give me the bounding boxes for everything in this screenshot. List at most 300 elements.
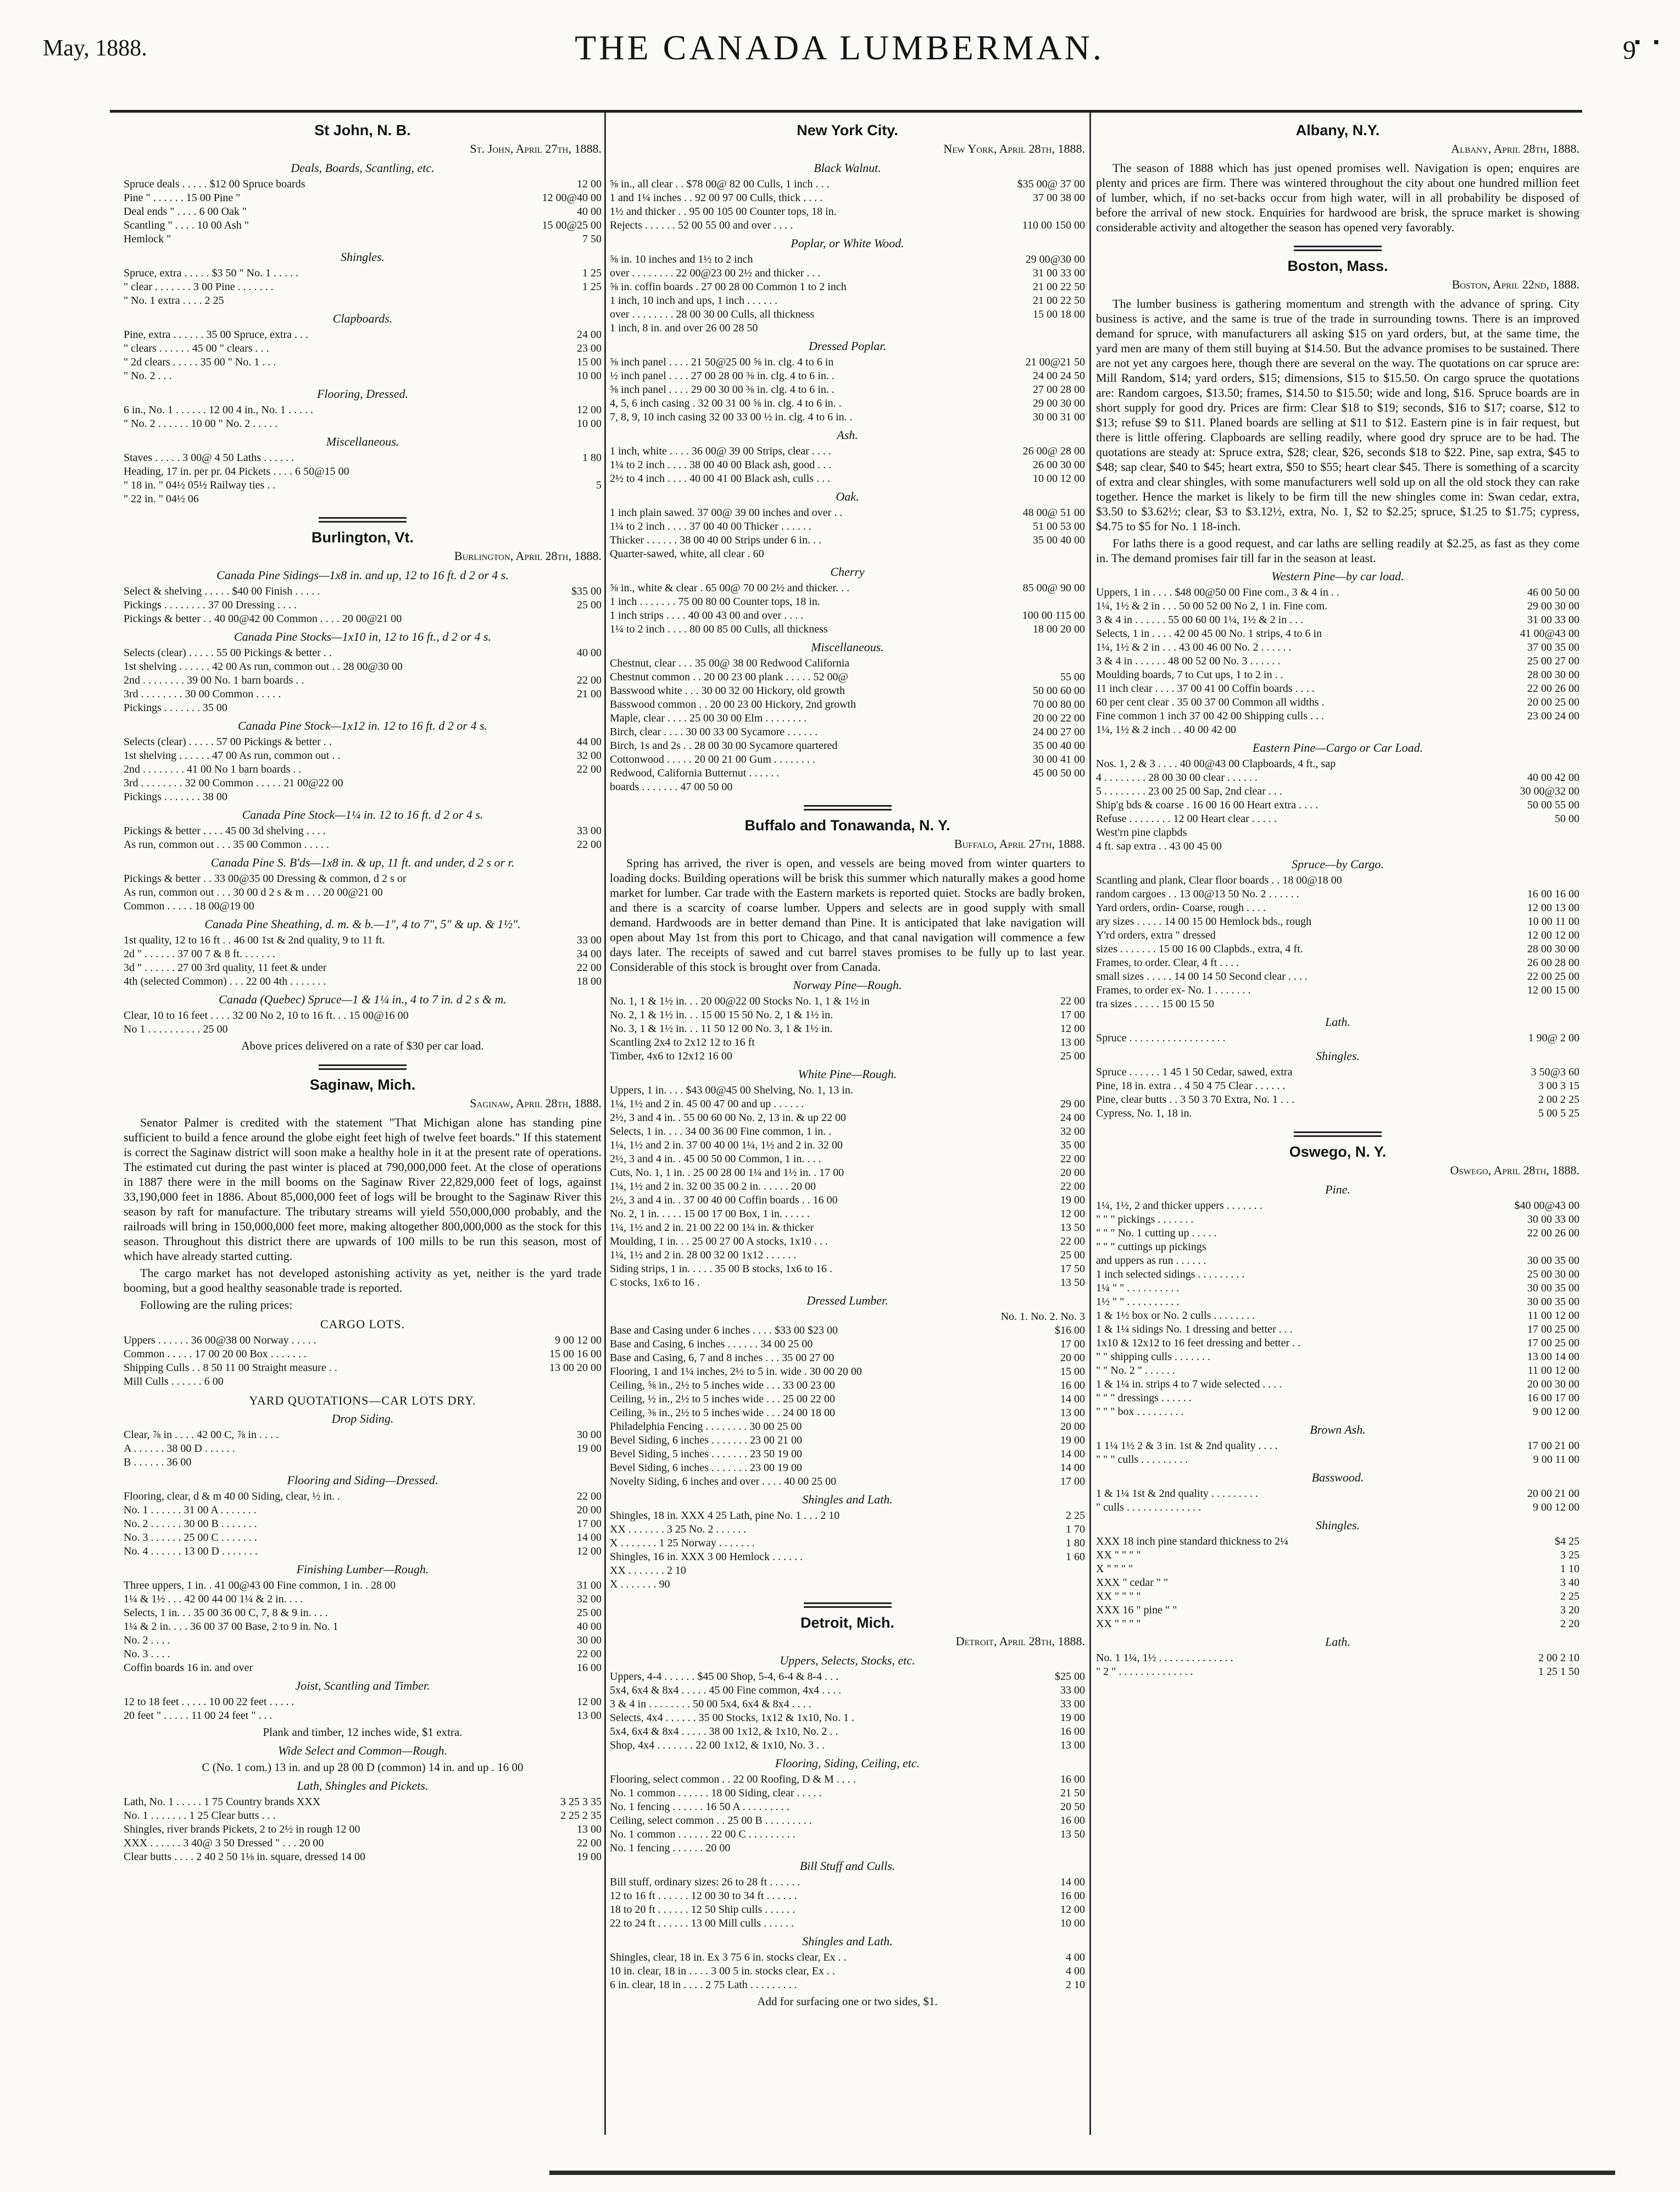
price-row [124,1579,602,1592]
price-item: West'rn pine clapbds [1096,826,1187,839]
price-row [610,1351,1085,1365]
price-table [124,934,602,989]
price-value: 17 00 [1060,1475,1085,1488]
price-item: 1 & 1¼ sidings No. 1 dressing and better . . . [1096,1323,1293,1335]
price-item: X . . . . . . . 1 25 Norway . . . . . . . [610,1537,755,1549]
price-item: Base and Casing, 6 inches . . . . . . 34 00 25 00 [610,1338,813,1350]
price-value: 25 00 [1060,1249,1085,1261]
price-item: Pine, extra . . . . . . 35 00 Spruce, extra . . . [124,329,309,341]
price-item: XXX " cedar " " [1096,1577,1169,1589]
price-value: 1 80 [1066,1537,1085,1549]
price-value: 19 00 [577,1442,602,1455]
price-value: 44 00 [577,736,602,748]
price-value: 10 00 [577,370,602,382]
price-table [124,1795,602,1864]
price-item: Pickings . . . . . . . 35 00 [124,702,227,714]
price-item: Siding strips, 1 in. . . . . 35 00 B stocks, 1x6 to 16 . [610,1263,833,1275]
subheading: White Pine—Rough. [798,1067,897,1081]
price-item: Uppers, 1 in. . . . $43 00@45 00 Shelving, No. 1, 13 in. [610,1084,853,1096]
price-item: Clear, ⅞ in . . . . 42 00 C, ⅞ in . . . . [124,1429,279,1441]
price-value [597,1456,602,1469]
price-value: 12 00 [1060,1904,1085,1916]
price-row [1096,641,1579,654]
price-value: 24 00 [577,329,602,341]
price-table [610,506,1085,561]
price-row [610,1276,1085,1290]
price-row [1096,840,1579,853]
section-separator [804,809,892,811]
price-row [1096,1405,1579,1419]
price-value: $16 00 [1055,1324,1085,1336]
price-item: XXX 18 inch pine standard thickness to 2¼ [1096,1535,1288,1547]
price-item: Birch, clear . . . . 30 00 33 00 Sycamore . . . . . . [610,726,818,738]
price-item: " No. 2 . . . . . . 10 00 " No. 2 . . . . . [124,418,278,430]
price-row [610,1379,1085,1392]
price-row [124,687,602,701]
price-row [610,1875,1085,1889]
price-table [124,824,602,852]
price-value: 41 00@43 00 [1520,628,1579,640]
price-value: 9 00 12 00 [1533,1406,1579,1418]
price-row [1096,771,1579,785]
price-item: Mill Culls . . . . . . 6 00 [124,1375,224,1388]
price-item: No. 1 common . . . . . . 18 00 Siding, clear . . . . . [610,1787,822,1799]
price-row [1096,696,1579,709]
price-value: 25 00 30 00 [1527,1268,1579,1280]
price-row [610,547,1085,561]
price-value [1081,657,1085,670]
price-row [1096,627,1579,641]
price-row [124,975,602,989]
subheading: Miscellaneous. [326,435,399,448]
price-value: 18 00 [577,975,602,987]
price-row [1096,709,1579,723]
price-row [124,1606,602,1620]
note: Plank and timber, 12 inches wide, $1 extra. [263,1725,463,1739]
price-item: Clear butts . . . . 2 40 2 50 1⅛ in. square, dressed 14 00 [124,1851,365,1863]
price-table [124,1334,602,1389]
subheading: Canada Pine Stock—1¼ in. 12 to 16 ft. d 2 or 4 s. [242,808,483,822]
price-row [610,1475,1085,1489]
subheading: Flooring and Siding—Dressed. [287,1473,438,1487]
price-table [610,356,1085,424]
price-value: 19 00 [1060,1434,1085,1446]
subheading: Black Walnut. [814,161,881,175]
price-row [610,253,1085,267]
subheading: Shingles and Lath. [802,1492,893,1506]
price-row [610,739,1085,753]
price-item: 6 in., No. 1 . . . . . . 12 00 4 in., No. 1 . . . . . [124,404,313,416]
price-value [597,294,602,308]
price-item: Nos. 1, 2 & 3 . . . . 40 00@43 00 Clapboards, 4 ft., sap [1096,758,1336,770]
dateline: Detroit, April 28th, 1888. [955,1634,1085,1648]
price-row [124,1428,602,1442]
price-value: 28 00 30 00 [1527,943,1579,955]
price-table [1096,1487,1579,1514]
price-item: No. 2 . . . . . . 30 00 B . . . . . . . [124,1518,257,1530]
price-item: Uppers, 4-4 . . . . . . $45 00 Shop, 5-4, 6-4 & 8-4 . . . [610,1671,839,1683]
price-item: " " " cuttings up pickings [1096,1241,1206,1253]
price-row [1096,1323,1579,1336]
price-row [124,1347,602,1361]
dateline: St. John, April 27th, 1888. [470,142,602,156]
price-table [124,872,602,913]
price-value: 17 00 [1060,1338,1085,1350]
price-item: 3d " . . . . . . 27 00 3rd quality, 11 feet & under [124,962,327,974]
price-item: small sizes . . . . . 14 00 14 50 Second clear . . . . [1096,970,1308,983]
price-value: 16 00 [577,1662,602,1674]
price-row [610,1461,1085,1475]
price-item: Flooring, select common . . 22 00 Roofing, D & M . . . . [610,1773,856,1785]
price-item: As run, common out . . . 30 00 d 2 s & m . . . 20 00@21 00 [124,886,383,898]
price-value [1575,757,1579,771]
price-item: Selects, 1 in. . . . 34 00 36 00 Fine common, 1 in. . [610,1125,832,1137]
price-table [124,328,602,383]
subheading: Bill Stuff and Culls. [799,1859,895,1873]
price-item: Selects, 1 in. . . 35 00 36 00 C, 7, 8 & 9 in. . . . [124,1607,328,1619]
price-item: Uppers, 1 in . . . . $48 00@50 00 Fine com., 3 & 4 in . . [1096,586,1339,598]
price-item: Spruce, extra . . . . . $3 50 " No. 1 . . . . . [124,267,299,279]
price-row [610,1684,1085,1697]
subheading: Canada (Quebec) Spruce—1 & 1¼ in., 4 to 7 in. d 2 s & m. [219,992,507,1006]
price-value: 51 00 53 00 [1033,520,1085,532]
price-value: 10 00 12 00 [1033,473,1085,485]
price-value [1575,826,1579,840]
price-row [610,1697,1085,1711]
price-table [1096,1066,1579,1120]
price-item: No 1 . . . . . . . . . . 25 00 [124,1023,228,1035]
subheading: Shingles. [1315,1049,1360,1063]
price-value: 13 00 14 00 [1527,1351,1579,1363]
price-row [610,520,1085,534]
price-value [1081,1084,1085,1097]
price-row [124,451,602,465]
price-row [124,294,602,308]
subheading: Oak. [836,490,859,503]
price-item: No. 1, 1 & 1½ in. . . 20 00@22 00 Stocks No. 1, 1 & 1½ in [610,995,870,1007]
price-item: 1¼, 1½ & 2 in . . . 43 00 46 00 No. 2 . . . . . . [1096,641,1292,653]
price-row [124,1695,602,1709]
price-row [124,1850,602,1864]
price-value: 13 50 [1060,1828,1085,1840]
price-value: 5 [596,479,602,491]
price-table [610,581,1085,636]
price-item: No. 2, 1 in. . . . . 15 00 17 00 Box, 1 in. . . . . . [610,1208,810,1220]
price-table [1096,1535,1579,1631]
price-value: 70 00 80 00 [1033,698,1085,711]
price-item: 2d " . . . . . . 37 00 7 & 8 ft. . . . . . . [124,948,275,960]
price-row [1096,668,1579,682]
price-value: 13 50 [1060,1277,1085,1289]
price-item: 1st quality, 12 to 16 ft . . 46 00 1st & 2nd quality, 9 to 11 ft. [124,934,385,946]
price-item: 7, 8, 9, 10 inch casing 32 00 33 00 ½ in. clg. 4 to 6 in. . [610,411,853,423]
price-row [610,995,1085,1008]
price-value: 20 00 21 00 [1527,1488,1579,1500]
price-row [610,1814,1085,1828]
price-item: XX . . . . . . . 3 25 No. 2 . . . . . . [610,1523,747,1535]
price-row [610,609,1085,623]
price-row [610,1194,1085,1207]
price-item: 2½, 3 and 4 in. . 45 00 50 00 Common, 1 in. . . . [610,1153,821,1165]
price-item: Refuse . . . . . . . . 12 00 Heart clear . . . . . [1096,813,1277,825]
price-value: 30 00@32 00 [1520,785,1579,797]
price-item: 1¼ to 2 inch . . . . 38 00 40 00 Black ash, good . . . [610,459,832,471]
price-item: No. 2, 1 & 1½ in. . . 15 00 15 50 No. 2, 1 & 1½ in. [610,1009,833,1021]
price-value [597,872,602,886]
price-item: over . . . . . . . . 28 00 30 00 Culls, all thickness [610,308,815,320]
price-row [1096,1439,1579,1453]
price-table [124,177,602,246]
price-value: 20 00 [1060,1167,1085,1179]
price-row [124,961,602,975]
price-value: 13 00 [1060,1407,1085,1419]
price-value [597,612,602,626]
price-value: 22 00 [1060,1235,1085,1247]
price-row [124,1795,602,1809]
price-row [1096,970,1579,984]
price-item: XX " " " " [1096,1590,1141,1602]
subheading: Basswood. [1311,1470,1364,1484]
price-item: 3rd . . . . . . . . 32 00 Common . . . . . 21 00@22 00 [124,777,343,789]
price-value: 13 00 [1060,1739,1085,1751]
price-value: 25 00 27 00 [1527,655,1579,667]
price-row [610,712,1085,725]
price-value: 15 00@25 00 [542,219,602,231]
price-item: 1st shelving . . . . . . 42 00 As run, common out . . 28 00@30 00 [124,661,403,673]
price-item: Y'rd orders, extra " dressed [1096,929,1216,941]
price-item: 5 . . . . . . . . 23 00 25 00 Sap, 2nd clear . . . [1096,785,1282,797]
price-value: 100 00 115 00 [1022,609,1085,621]
price-value: 34 00 [577,948,602,960]
price-table [1096,874,1579,1011]
price-item: Rejects . . . . . . 52 00 55 00 and over . . . . [610,219,793,231]
price-item: 60 per cent clear . 35 00 37 00 Common all widths . [1096,696,1325,708]
price-value: 1 80 [582,452,602,464]
price-row [610,1022,1085,1036]
price-value: 1 10 [1560,1563,1579,1575]
price-row [1096,1295,1579,1309]
note: C (No. 1 com.) 13 in. and up 28 00 D (common) 14 in. and up . 16 00 [202,1761,524,1774]
price-value [1081,1564,1085,1578]
price-item: As run, common out . . . 35 00 Common . . . . . [124,839,329,851]
price-value: 12 00 [577,404,602,416]
price-table [124,646,602,715]
section-title: Oswego, N. Y. [1289,1144,1387,1160]
price-value [597,900,602,913]
subheading: Spruce—by Cargo. [1292,857,1384,871]
price-row [1096,942,1579,956]
price-row [124,701,602,715]
price-value: 27 00 28 00 [1033,384,1085,396]
price-item: Maple, clear . . . . 25 00 30 00 Elm . . . . . . . . [610,712,807,724]
price-item: XX . . . . . . . 2 10 [610,1564,686,1577]
price-row [1096,1453,1579,1467]
price-value: 30 00 [577,1429,602,1441]
price-value: 17 00 [577,1518,602,1530]
price-value: 20 00 25 00 [1527,696,1579,708]
price-row [1096,723,1579,737]
price-value [597,776,602,790]
price-value: 12 00 [1060,1023,1085,1035]
price-item: Selects, 4x4 . . . . . . 35 00 Stocks, 1x12 & 1x10, No. 1 . [610,1712,854,1724]
article-paragraph: Senator Palmer is credited with the statement "That Michigan alone has standing pine sufficient to build a fence around the globe eight feet high of twelve feet boards." If this statement is correct the Saginaw district will soon make a healthy hole in it at the present rate of operations. The estimated cut during the past winter is placed at 790,000,000 feet. At the close of operations in 1887 there were in the mill booms on the Saginaw River 22,829,000 feet of logs, against 33,190,000 feet in 1886. About 85,000,000 feet of logs will be brought to the Saginaw River this season by raft for manufacture. The tributary streams will yield 550,000,000 probably, and the railroads will bring in 150,000,000 feet more, making altogether 800,000,000 as the stock for this season. Throughout this district there are upwards of 100 mills to be run this season, most of which have already started cutting. [124,1116,602,1263]
price-item: Pickings & better . . . . 45 00 3d shelving . . . . [124,825,326,837]
price-item: Yard orders, ordin- Coarse, rough . . . . [1096,902,1266,914]
price-row [1096,1603,1579,1617]
price-value: 13 00 [577,1710,602,1722]
price-item: ⅝ in. coffin boards . 27 00 28 00 Common 1 to 2 inch [610,281,847,293]
subheading: Canada Pine Sidings—1x8 in. and up, 12 to 16 ft. d 2 or 4 s. [216,568,509,582]
price-row [1096,1487,1579,1501]
price-value: 10 00 [1060,1917,1085,1929]
price-row [124,1592,602,1606]
price-row [1096,1107,1579,1120]
price-value: 16 00 [1060,1379,1085,1391]
price-item: 1¼, 1½ & 2 in . . . 50 00 52 00 No 2, 1 in. Fine com. [1096,600,1328,612]
price-item: 1st shelving . . . . . . 47 00 As run, common out . . [124,750,341,762]
price-row [124,660,602,674]
price-value: 15 00 16 00 [549,1348,602,1360]
price-item: 12 to 16 ft . . . . . . 12 00 30 to 34 ft . . . . . . [610,1890,797,1902]
price-row [124,1709,602,1723]
price-item: 1 inch selected sidings . . . . . . . . . [1096,1268,1245,1280]
subheading: Brown Ash. [1310,1423,1366,1436]
price-value: 31 00 33 00 [1033,267,1085,279]
price-row [124,1823,602,1836]
price-value [1081,205,1085,219]
subheading: Finishing Lumber—Rough. [296,1562,429,1576]
price-value: 31 00 33 00 [1527,614,1579,626]
price-row [124,838,602,852]
price-value [597,660,602,674]
price-row [1096,1535,1579,1549]
price-item: B . . . . . . 36 00 [124,1456,192,1468]
price-item: 1 & 1½ box or No. 2 culls . . . . . . . . [1096,1309,1255,1322]
price-row [610,1262,1085,1276]
section-separator [1294,1135,1382,1137]
price-item: Scantling and plank, Clear floor boards . . 18 00@18 00 [1096,874,1342,886]
price-table [124,1490,602,1558]
price-item: Moulding, 1 in. . . 25 00 27 00 A stocks, 1x10 . . . [610,1235,828,1247]
price-item: X . . . . . . . 90 [610,1578,670,1590]
price-item: 6 in. clear, 18 in . . . . 2 75 Lath . . . . . . . . . [610,1979,797,1991]
price-item: Bevel Siding, 5 inches . . . . . . . 23 50 19 00 [610,1448,802,1460]
price-item: 1¼, 1½ and 2 in. 45 00 47 00 and up . . . . . . [610,1098,804,1110]
price-row [1096,600,1579,613]
price-table [124,267,602,308]
price-item: Ship'g bds & coarse . 16 00 16 00 Heart extra . . . . [1096,799,1319,811]
price-value: 12 00@40 00 [542,192,602,204]
price-item: " 18 in. " 04½ 05½ Railway ties . . [124,479,276,491]
price-item: " No. 1 extra . . . . 2 25 [124,295,224,307]
price-item: 12 to 18 feet . . . . . 10 00 22 feet . . . . . [124,1696,294,1708]
price-value: 16 00 16 00 [1527,888,1579,900]
price-item: 1¼, 1½ and 2 in. 21 00 22 00 1¼ in. & thicker [610,1222,814,1234]
price-value: 2 00 2 25 [1538,1094,1579,1106]
price-item: Common . . . . . 17 00 20 00 Box . . . . . . . [124,1348,307,1360]
price-item: random cargoes . . 13 00@13 50 No. 2 . . . . . . [1096,888,1299,900]
price-item: 1 and 1¼ inches . . 92 00 97 00 Culls, thick . . . . [610,192,823,204]
price-value: 2 00 2 10 [1538,1652,1579,1664]
price-value: 22 00 [1060,995,1085,1007]
price-row [124,191,602,205]
price-value: 22 00 [577,962,602,974]
price-row [610,1711,1085,1725]
price-row [124,1661,602,1675]
price-value: 16 00 [1060,1814,1085,1827]
price-row [610,780,1085,794]
subheading: Joist, Scantling and Timber. [295,1679,430,1692]
price-row [124,1334,602,1347]
price-value: 50 00 [1555,813,1579,825]
price-value: 40 00 [577,206,602,218]
price-value: 4 00 [1066,1965,1085,1977]
price-item: and uppers as run . . . . . . [1096,1255,1206,1267]
price-row [610,1084,1085,1097]
price-table [610,1875,1085,1930]
price-item: Timber, 4x6 to 12x12 16 00 [610,1050,732,1062]
price-item: ⅝ inch panel . . . . 21 50@25 00 ⅝ in. clg. 4 to 6 in [610,356,834,368]
price-row [124,1503,602,1517]
section-title: Albany, N.Y. [1295,122,1380,138]
price-row [124,1490,602,1503]
price-value: 30 00 35 00 [1527,1255,1579,1267]
price-value: 33 00 [1060,1684,1085,1696]
price-item: 18 to 20 ft . . . . . . 12 50 Ship culls . . . . . . [610,1904,796,1916]
price-row [124,232,602,246]
price-item: Hemlock " [124,233,171,245]
price-value: 10 00 [577,418,602,430]
column-header-row [610,1310,1085,1324]
price-value: 33 00 [1060,1698,1085,1710]
price-item: 1¼ & 2 in. . . . 36 00 37 00 Base, 2 to 9 in. No. 1 [124,1621,338,1633]
column-rule-2 [1089,113,1091,2135]
price-row [610,1406,1085,1420]
price-row [124,1375,602,1389]
section-separator [1294,246,1382,247]
price-table [124,585,602,626]
price-table [1096,1651,1579,1679]
price-value: 23 00 [577,342,602,354]
price-value: 9 00 12 00 [555,1334,602,1346]
price-value: 22 00 [577,1837,602,1849]
price-item: Clear, 10 to 16 feet . . . . 32 00 No 2, 10 to 16 ft. . . 15 00@16 00 [124,1009,409,1022]
dateline: Saginaw, April 28th, 1888. [470,1096,602,1110]
price-item: Base and Casing under 6 inches . . . . $33 00 $23 00 [610,1324,838,1336]
price-item: Scantling 2x4 to 2x12 12 to 16 ft [610,1036,755,1048]
price-row [1096,798,1579,812]
price-row [124,646,602,660]
price-row [610,397,1085,410]
price-item: Ceiling, select common . . 25 00 B . . . . . . . . . [610,1814,812,1827]
article-paragraph: Following are the ruling prices: [140,1298,293,1312]
price-item: Uppers . . . . . . 36 00@38 00 Norway . . . . . [124,1334,316,1346]
price-item: No. 3 . . . . . . 25 00 C . . . . . . . [124,1531,257,1544]
price-table [610,995,1085,1063]
subheading: Shingles and Lath. [802,1934,893,1948]
article-paragraph: The season of 1888 which has just opened promises well. Navigation is open; enquires are plenty and prices are firm. There was wintered throughout the city about one hundred million feet of lumber, which, if no set-backs occur from high water, will in all probability be disposed of before the arrival of new stock. Enquiries for hardwood are brisk, the spruce market is showing considerable activity and altogether the season has opened very favorably. [1096,161,1579,234]
price-item: 1 1¼ 1½ 2 & 3 in. 1st & 2nd quality . . . . [1096,1440,1278,1452]
section-separator [804,805,892,807]
price-table [1096,586,1579,737]
price-row [1096,1031,1579,1045]
price-value: 21 00 22 50 [1033,295,1085,307]
subheading: CARGO LOTS. [320,1317,405,1331]
price-item: XX " " " " [1096,1549,1141,1561]
price-item: Frames, to order. Clear, 4 ft . . . . [1096,957,1239,969]
price-row [610,445,1085,458]
price-value: 33 00 [577,934,602,946]
